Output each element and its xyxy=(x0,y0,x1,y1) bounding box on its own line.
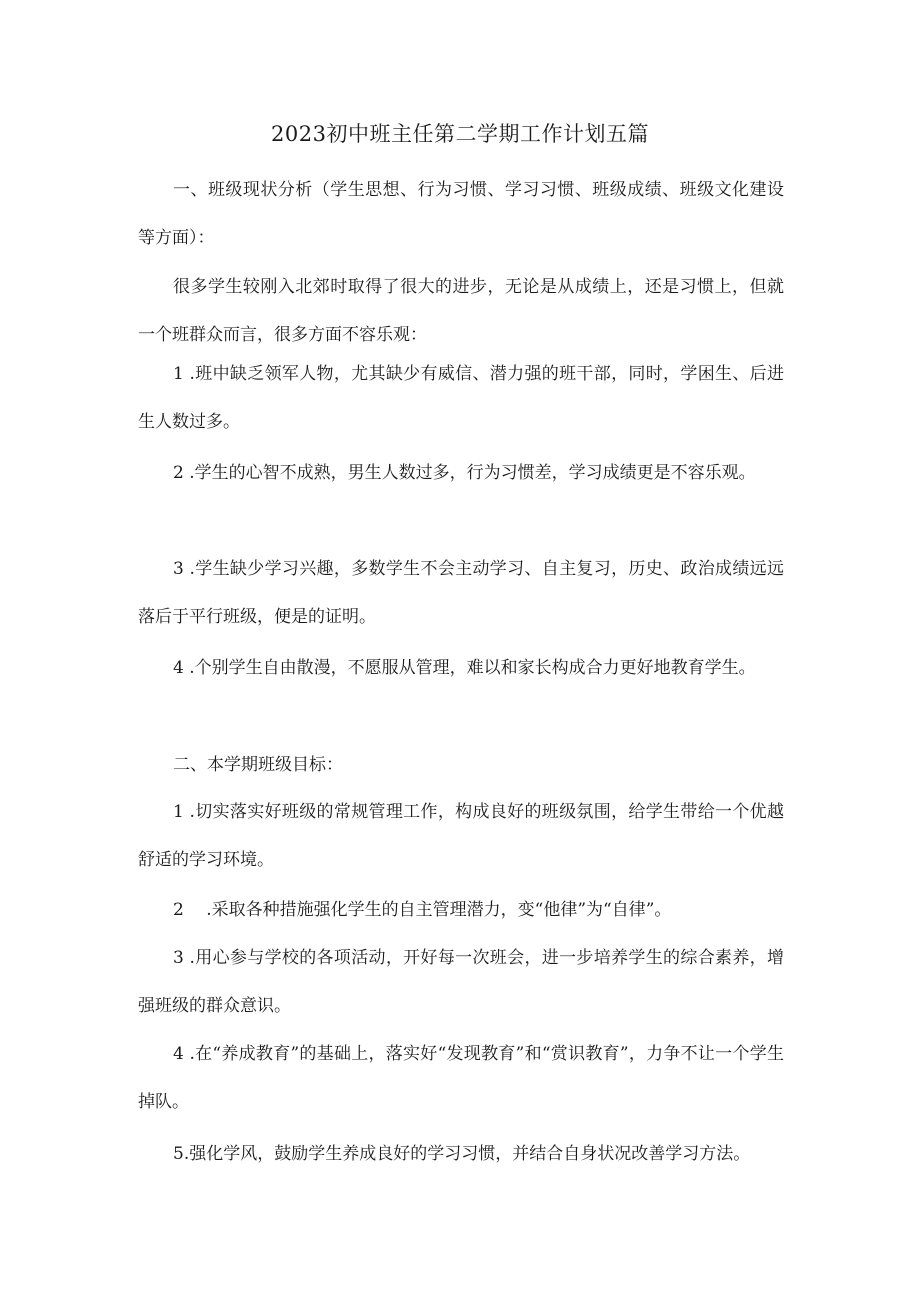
list-item-1: 1 .班中缺乏领军人物，尤其缺少有威信、潜力强的班干部，同时，学困生、后进生人数过多。 xyxy=(138,364,784,432)
list-item-4: 4 .个别学生自由散漫，不愿服从管理，难以和家长构成合力更好地教育学生。 xyxy=(173,658,756,678)
goal-item-2: 2 .采取各种措施强化学生的自主管理潜力，变“他律”为“自律”。 xyxy=(173,900,672,920)
goal-item-1: 1 .切实落实好班级的常规管理工作，构成良好的班级氛围，给学生带给一个优越舒适的学习环境。 xyxy=(138,802,784,870)
section-heading-class-status: 一、班级现状分析（学生思想、行为习惯、学习习惯、班级成绩、班级文化建设等方面）： xyxy=(138,180,784,248)
section-heading-goals: 二、本学期班级目标： xyxy=(173,755,343,775)
document-title: 2023初中班主任第二学期工作计划五篇 xyxy=(271,122,649,146)
goal-item-5: 5.强化学风，鼓励学生养成良好的学习习惯，并结合自身状况改善学习方法。 xyxy=(173,1144,751,1164)
list-item-2: 2 .学生的心智不成熟，男生人数过多，行为习惯差，学习成绩更是不容乐观。 xyxy=(173,463,756,483)
list-item-3: 3 .学生缺少学习兴趣，多数学生不会主动学习、自主复习，历史、政治成绩远远落后于平行班级，便是的证明。 xyxy=(138,559,784,627)
paragraph-intro: 很多学生较刚入北郊时取得了很大的进步，无论是从成绩上，还是习惯上，但就一个班群众而言，很多方面不容乐观： xyxy=(138,277,784,345)
goal-item-3: 3 .用心参与学校的各项活动，开好每一次班会，进一步培养学生的综合素养，增强班级的群众意识。 xyxy=(138,948,784,1016)
goal-item-4: 4 .在“养成教育”的基础上，落实好“发现教育”和“赏识教育”，力争不让一个学生掉队。 xyxy=(138,1044,784,1112)
